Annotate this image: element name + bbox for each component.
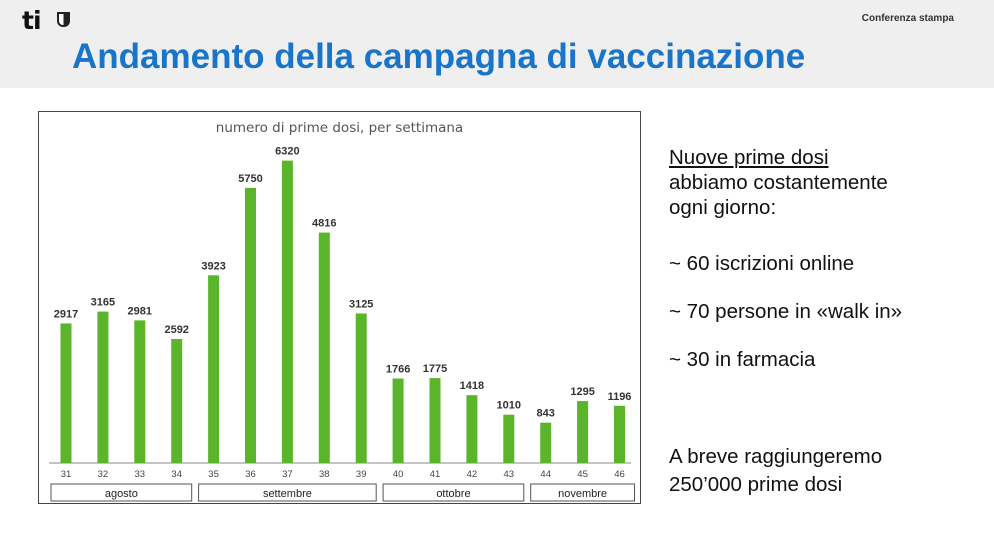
closing-text: [669, 443, 882, 499]
chart-container: [38, 111, 641, 504]
bar-week-32: [97, 312, 108, 463]
bar-week-39: [356, 313, 367, 463]
x-tick-label: 36: [245, 469, 256, 480]
bar-week-35: [208, 275, 219, 463]
x-tick-label: 41: [429, 469, 441, 480]
x-tick-label: 34: [171, 469, 182, 480]
data-label: 1196: [607, 390, 632, 403]
x-tick-label: 44: [540, 469, 551, 480]
data-label: 1766: [385, 363, 411, 376]
bullet-walk-in: ~ 70 persone in «walk in»: [669, 300, 903, 323]
x-tick-label: 32: [97, 469, 109, 480]
x-tick-label: 40: [392, 469, 404, 480]
x-tick-label: 37: [282, 469, 293, 480]
side-intro-line2: ogni giorno:: [669, 196, 777, 219]
closing-line1: A breve raggiungeremo: [669, 445, 883, 468]
bar-week-31: [61, 323, 72, 463]
bar-week-36: [245, 188, 256, 463]
side-intro-line1: abbiamo costantemente: [669, 171, 888, 194]
data-label: 2917: [53, 308, 79, 321]
bar-week-34: [171, 339, 182, 463]
chart-title: numero di prime dosi, per settimana: [215, 120, 464, 136]
data-label: 843: [536, 407, 555, 420]
data-label: 1010: [496, 399, 522, 412]
data-label: 6320: [275, 145, 300, 158]
bullet-online: ~ 60 iscrizioni online: [669, 252, 855, 275]
data-label: 2592: [164, 323, 189, 336]
bar-week-41: [430, 378, 441, 463]
bar-week-40: [393, 379, 404, 463]
data-label: 5750: [238, 172, 263, 185]
section-label: Conferenza stampa: [861, 13, 954, 24]
x-tick-label: 31: [60, 469, 72, 480]
month-label: novembre: [558, 488, 608, 500]
x-tick-label: 45: [577, 469, 588, 480]
bar-week-42: [466, 395, 477, 463]
data-label: 1418: [459, 380, 485, 393]
x-tick-label: 35: [208, 469, 219, 480]
header-bar: [0, 0, 994, 88]
data-label: 1295: [570, 386, 595, 399]
bar-chart: [39, 112, 640, 503]
slide-title: Andamento della campagna di vaccinazione: [72, 37, 806, 76]
month-label: settembre: [262, 488, 312, 500]
bar-week-43: [503, 415, 514, 463]
data-label: 2981: [127, 305, 153, 318]
x-tick-label: 33: [134, 469, 146, 480]
bullet-pharmacy: ~ 30 in farmacia: [669, 348, 816, 371]
bar-week-45: [577, 401, 588, 463]
x-tick-label: 43: [503, 469, 515, 480]
month-label: agosto: [104, 488, 138, 500]
bar-week-37: [282, 161, 293, 463]
x-tick-label: 46: [614, 469, 625, 480]
month-label: ottobre: [436, 488, 471, 500]
side-heading: Nuove prime dosi: [669, 146, 829, 169]
bar-week-33: [134, 320, 145, 463]
data-label: 3125: [348, 298, 374, 311]
data-label: 3923: [201, 260, 226, 273]
data-label: 1775: [422, 363, 448, 376]
x-tick-label: 38: [319, 469, 330, 480]
data-label: 3165: [90, 296, 116, 309]
x-tick-label: 39: [355, 469, 367, 480]
closing-line2: 250’000 prime dosi: [669, 473, 843, 496]
bar-week-38: [319, 233, 330, 463]
ticino-logo: ti: [22, 6, 41, 35]
side-panel: [669, 145, 969, 220]
shield-icon: [57, 12, 70, 27]
bar-week-46: [614, 406, 625, 463]
data-label: 4816: [312, 217, 337, 230]
x-tick-label: 42: [466, 469, 478, 480]
bar-week-44: [540, 423, 551, 463]
